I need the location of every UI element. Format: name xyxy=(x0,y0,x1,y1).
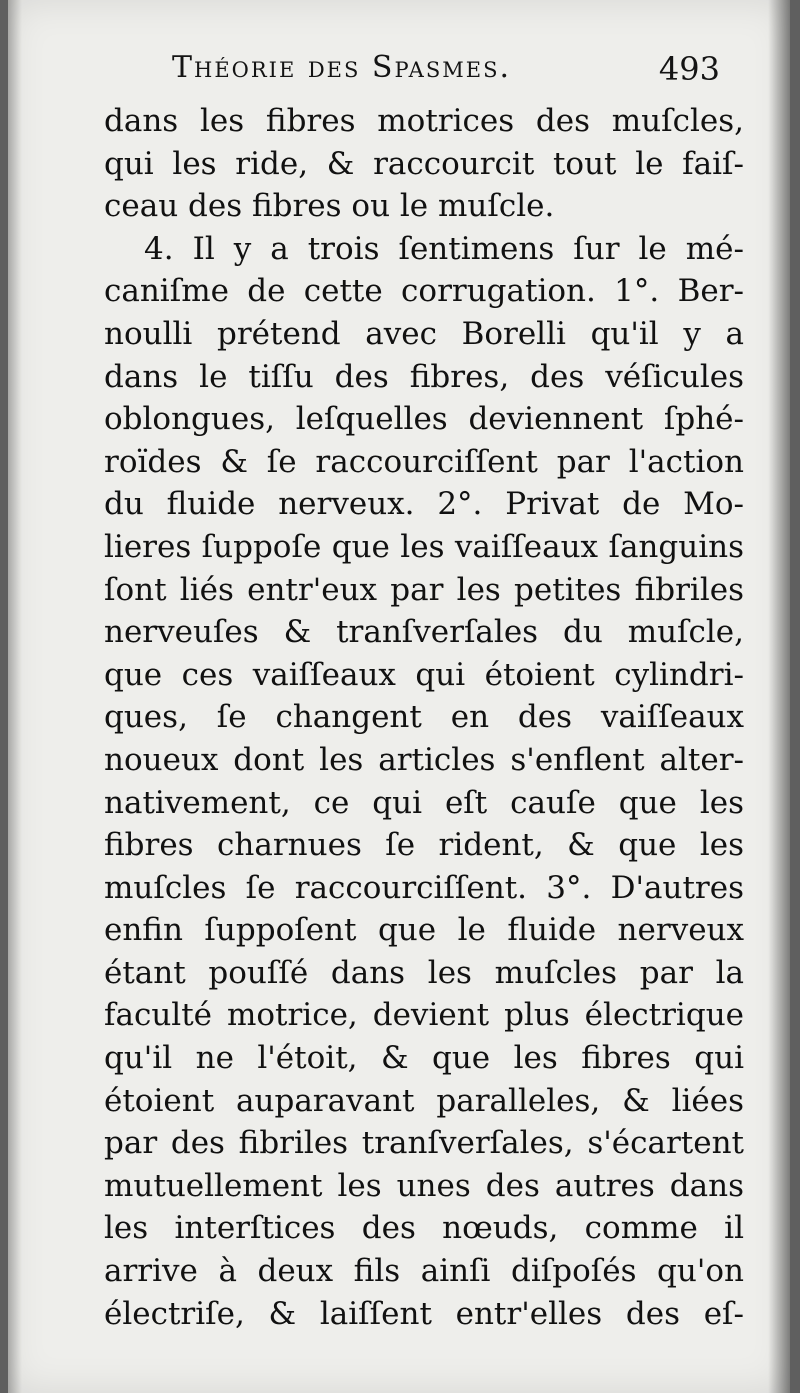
running-head xyxy=(8,50,790,94)
text-line: qu'il ne l'étoit, & que les fibres qui xyxy=(104,1040,744,1077)
text-line: 4. Il y a trois ſentimens ſur le mé- xyxy=(144,230,744,267)
text-line: ceau des fibres ou le muſcle. xyxy=(104,188,555,225)
text-line: ſont liés entr'eux par les petites fibriles xyxy=(104,571,744,608)
text-line: roïdes & ſe raccourciſſent par l'action xyxy=(104,443,744,480)
page-number: 493 xyxy=(658,50,720,88)
text-line: que ces vaiſſeaux qui étoient cylindri- xyxy=(104,656,744,693)
text-line: oblongues, leſquelles deviennent ſphé- xyxy=(104,401,744,438)
text-line: noulli prétend avec Borelli qu'il y a xyxy=(104,315,744,352)
text-line: noueux dont les articles s'enflent alter- xyxy=(104,741,744,778)
text-line: étant pouſſé dans les muſcles par la xyxy=(104,954,744,991)
body-text xyxy=(104,100,744,1335)
text-line: muſcles ſe raccourciſſent. 3°. D'autres xyxy=(104,869,744,906)
text-line: dans les fibres motrices des muſcles, xyxy=(104,103,744,139)
text-line: qui les ride, & raccourcit tout le faiſ- xyxy=(104,145,744,182)
page-edge-shadow xyxy=(768,0,790,1393)
text-line: électriſe, & laiſſent entr'elles des eſ- xyxy=(104,1295,744,1332)
text-line: mutuellement les unes des autres dans xyxy=(104,1167,744,1204)
text-line: par des fibriles tranſverſales, s'écartent xyxy=(104,1125,744,1162)
text-line: lieres ſuppoſe que les vaiſſeaux ſanguins xyxy=(104,528,744,565)
book-page xyxy=(8,0,790,1393)
text-line: enfin ſuppoſent que le fluide nerveux xyxy=(104,912,744,949)
text-line: ques, ſe changent en des vaiſſeaux xyxy=(104,699,744,736)
text-line: nerveuſes & tranſverſales du muſcle, xyxy=(104,614,744,651)
text-line: dans le tiſſu des fibres, des véſicules xyxy=(104,358,744,395)
text-line: faculté motrice, devient plus électrique xyxy=(104,997,744,1034)
text-line: du fluide nerveux. 2°. Privat de Mo- xyxy=(104,486,744,523)
text-line: étoient auparavant paralleles, & liées xyxy=(104,1082,744,1119)
running-title: Théorie des Spasmes. xyxy=(172,50,511,85)
text-line: fibres charnues ſe rident, & que les xyxy=(104,827,744,864)
text-line: les interſtices des nœuds, comme il xyxy=(104,1210,744,1247)
text-line: arrive à deux fils ainſi diſpoſés qu'on xyxy=(104,1253,744,1290)
text-line: nativement, ce qui eſt cauſe que les xyxy=(104,784,744,821)
text-line: caniſme de cette corrugation. 1°. Ber- xyxy=(104,273,744,310)
gutter-shadow xyxy=(8,0,22,1393)
